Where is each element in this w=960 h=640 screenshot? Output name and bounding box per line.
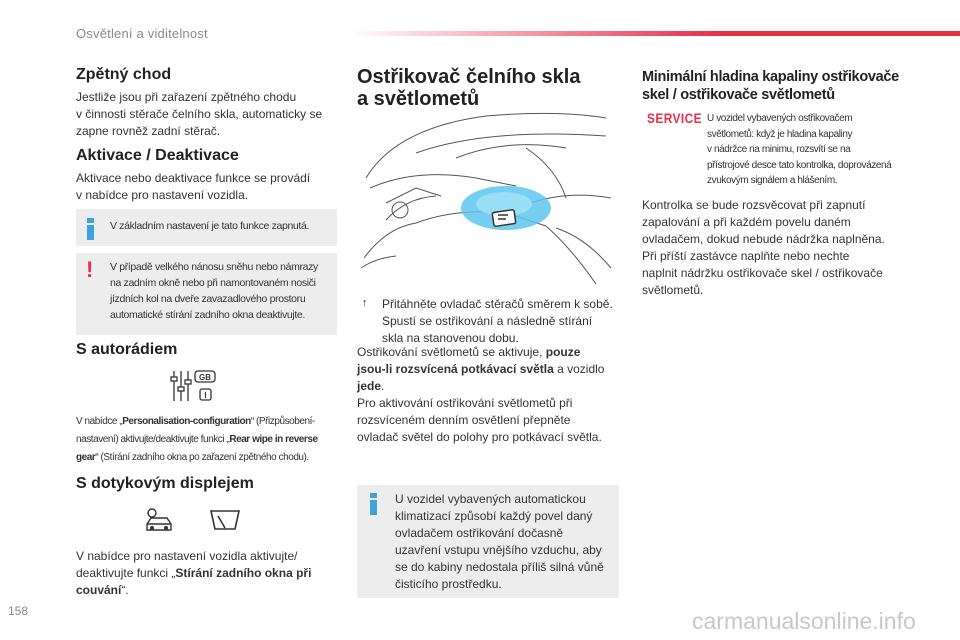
warning-note-text	[110, 259, 318, 323]
service-warning-icon: SERVICE	[647, 110, 703, 126]
text-line: Spustí se ostřikování a následně stírání	[382, 314, 593, 328]
washer-heading	[357, 66, 580, 110]
section-title: Osvětlení a viditelnost	[76, 26, 208, 41]
info-icon	[86, 218, 95, 240]
activation-text	[76, 170, 310, 204]
text-span: “ (Stírání zadního okna po zařazení zpětného chodu).	[95, 452, 309, 463]
car-settings-icon	[143, 506, 175, 534]
text-span: Ostřikování světlometů se aktivuje,	[357, 345, 546, 359]
text-span: deaktivujte funkci „	[76, 566, 176, 580]
text-line: naplnit nádržku ostřikovače skel / ostřikovače	[642, 266, 883, 280]
heading-line: a světlometů	[357, 88, 480, 110]
emphasis: pouze	[545, 345, 581, 359]
text-line: Pro aktivování ostřikování světlometů při	[357, 396, 573, 410]
heading-line: Minimální hladina kapaliny ostřikovače	[642, 69, 899, 85]
text-line: klimatizací způsobí každý povel daný	[395, 509, 593, 523]
touchscreen-instruction	[76, 548, 311, 599]
climate-info-note	[357, 485, 619, 598]
emphasis: jede	[357, 379, 382, 393]
washer-step	[382, 296, 613, 347]
touchscreen-heading: S dotykovým displejem	[76, 475, 254, 492]
menu-name: Personalisation-configuration	[122, 416, 251, 427]
warning-note	[76, 253, 337, 335]
windscreen-washer-illustration	[356, 108, 618, 284]
text-line	[76, 431, 318, 449]
text-line: ovladačem, dokud nebude nádržka naplněna.	[642, 232, 885, 246]
warning-icon: !	[86, 257, 94, 282]
text-line: jízdních kol na dveře zavazadlového prostoru	[110, 293, 306, 305]
i-label-icon: I	[204, 391, 207, 400]
gb-label-icon: GB	[199, 373, 211, 382]
text-line: Kontrolka se bude rozsvěcovat při zapnutí	[642, 198, 866, 212]
text-span: V nabídce „	[76, 416, 123, 427]
text-line: zapne rovněž zadní stěrač.	[76, 124, 221, 138]
function-name: Rear wipe in reverse	[229, 434, 318, 445]
text-line: Při příští zastávce naplňte nebo nechte	[642, 249, 850, 263]
info-note	[76, 209, 337, 246]
text-line: U vozidel vybavených automatickou	[395, 492, 586, 506]
fluid-level-heading	[642, 68, 899, 104]
function-name: Stírání zadního okna při	[175, 566, 312, 580]
header-accent-bar	[348, 31, 960, 36]
text-line	[357, 378, 604, 395]
text-line: rozsvíceném denním osvětlení přepněte	[357, 413, 571, 427]
text-span: nastavení) aktivujte/deaktivujte funkci „	[76, 434, 230, 445]
text-line	[76, 565, 311, 582]
emphasis: jsou-li rozsvícená potkávací světla	[357, 362, 554, 376]
climate-info-text	[395, 491, 604, 593]
text-line: zapalování a při každém povelu daném	[642, 215, 851, 229]
text-line: V případě velkého nánosu sněhu nebo námrazy	[110, 261, 318, 273]
text-line: automatické stírání zadního okna deaktivujte.	[110, 309, 305, 321]
text-line: na zadním okně nebo při namontovaném nosiči	[110, 277, 316, 289]
text-line: Přitáhněte ovladač stěračů směrem k sobě.	[382, 297, 613, 311]
function-name: couvání	[76, 583, 122, 597]
text-line: přístrojové desce tato kontrolka, doprovázená	[707, 159, 892, 171]
text-line: zvukovým signálem a hlášením.	[707, 175, 838, 186]
text-line: Aktivace nebo deaktivace funkce se provádí	[76, 171, 311, 185]
text-line: skla na stanovenou dobu.	[382, 331, 519, 345]
service-warning-text	[707, 111, 917, 189]
settings-sliders-icon	[170, 369, 218, 403]
bullet-arrow-icon: ↑	[362, 297, 368, 309]
heading-line: Ostřikovač čelního skla	[357, 66, 581, 88]
audio-heading: S autorádiem	[76, 341, 178, 358]
text-line: V nabídce pro nastavení vozidla aktivujte/	[76, 549, 298, 563]
function-name: gear	[76, 452, 96, 463]
watermark: carmanualsonline.info	[692, 608, 916, 634]
text-line: čisticího prostředku.	[395, 577, 502, 591]
text-line: Jestliže jsou při zařazení zpětného chodu	[76, 90, 297, 104]
text-line	[76, 413, 318, 431]
text-line: světlometů: když je hladina kapaliny	[707, 128, 853, 140]
text-span: “.	[121, 583, 129, 597]
text-line	[76, 582, 311, 599]
activation-heading: Aktivace / Deaktivace	[76, 147, 239, 164]
text-span: “ (Přizpůsobení-	[250, 416, 315, 427]
text-line: v nabídce pro nastavení vozidla.	[76, 188, 249, 202]
info-icon	[369, 493, 378, 515]
audio-instruction	[76, 413, 318, 467]
text-line	[357, 344, 604, 361]
text-line: U vozidel vybavených ostřikovačem	[707, 113, 853, 124]
text-line: uzavření vstupu vnějšího vzduchu, aby	[395, 543, 602, 557]
washer-text	[357, 344, 604, 446]
text-line: ovladačem ostřikování dočasně	[395, 526, 564, 540]
text-span: .	[381, 379, 385, 393]
text-line	[76, 449, 318, 467]
fluid-level-text	[642, 197, 885, 299]
text-line: v činnosti stěrače čelního skla, automaticky se	[76, 107, 323, 121]
reverse-heading: Zpětný chod	[76, 66, 172, 83]
rear-wiper-icon	[208, 508, 242, 532]
page-number: 158	[8, 604, 29, 618]
text-line: světlometů.	[642, 283, 704, 297]
text-line	[357, 361, 604, 378]
info-note-text: V základním nastavení je tato funkce zapnutá.	[110, 220, 310, 232]
text-line: ovladač světel do polohy pro potkávací světla.	[357, 430, 602, 444]
text-span: a vozidlo	[553, 362, 605, 376]
text-line: v nádržce na minimu, rozsvítí se na	[707, 144, 851, 155]
heading-line: skel / ostřikovače světlometů	[642, 87, 835, 103]
text-line: se do kabiny nedostala příliš silná vůně	[395, 560, 604, 574]
reverse-text	[76, 89, 322, 140]
